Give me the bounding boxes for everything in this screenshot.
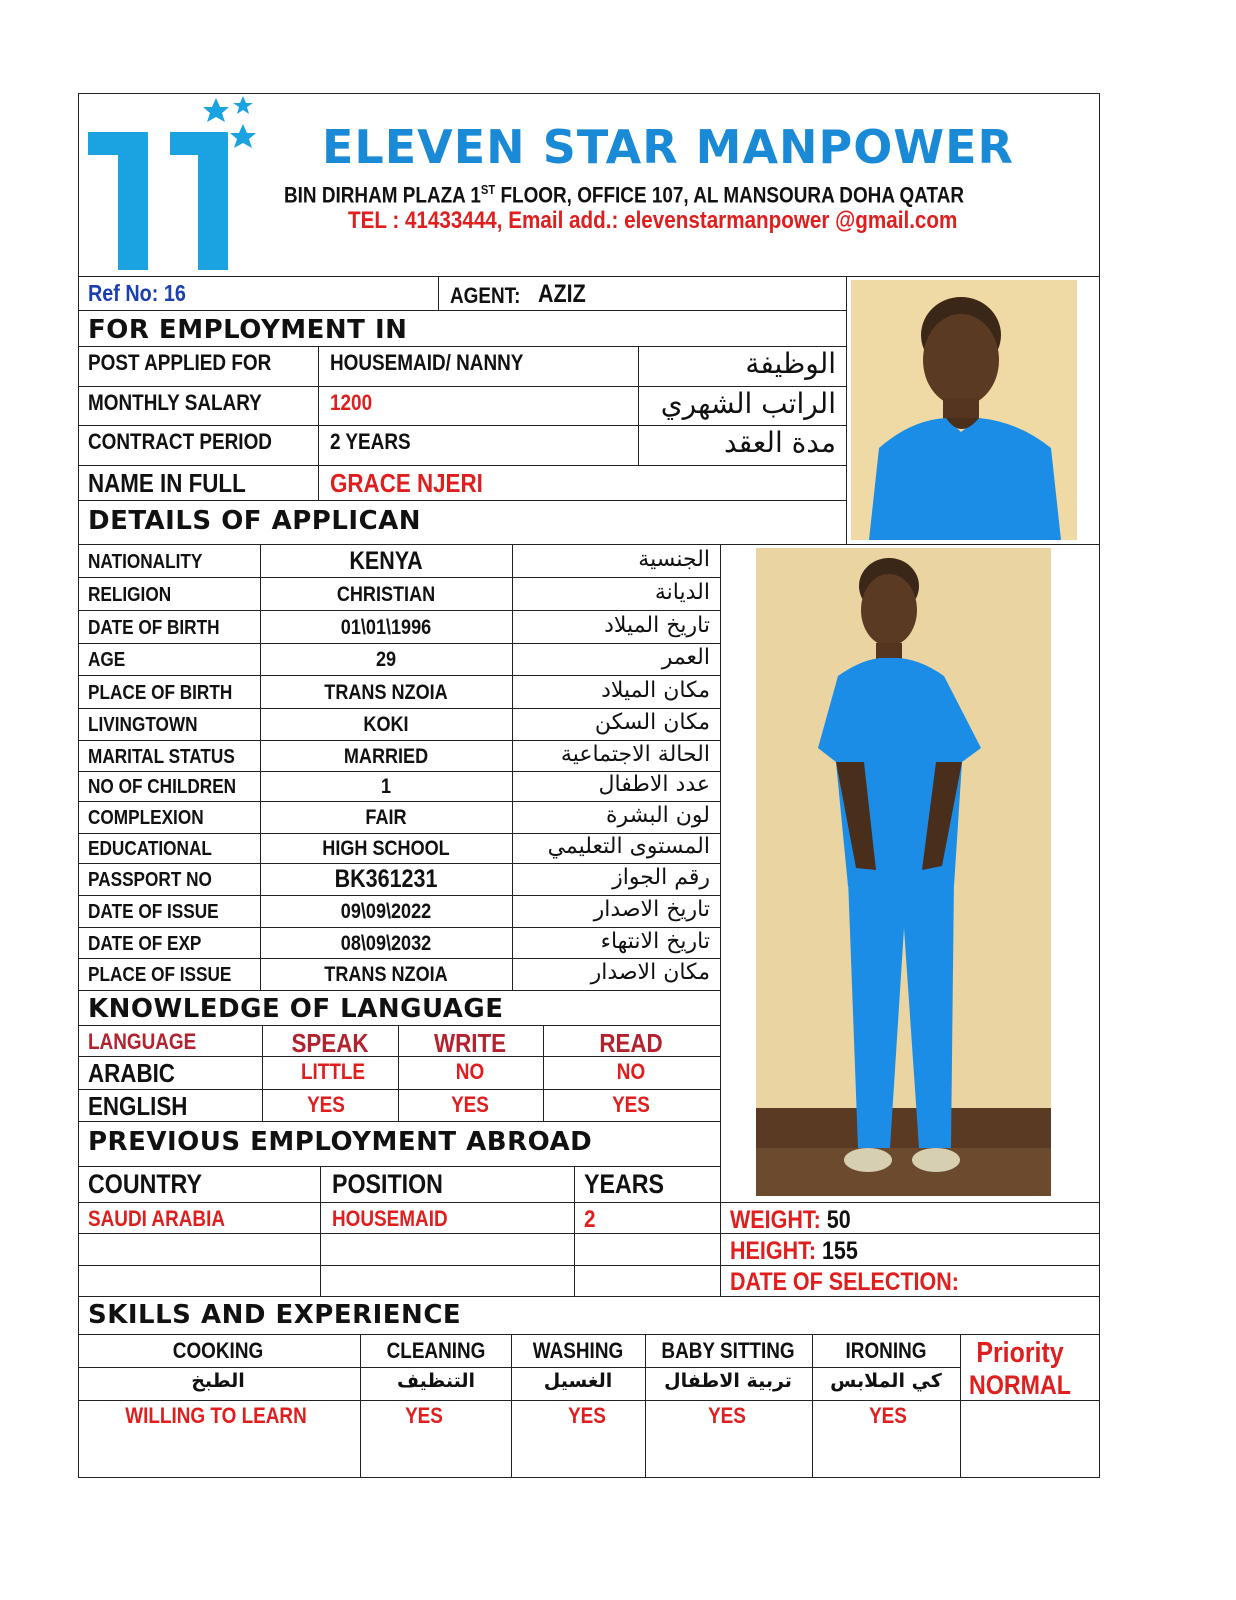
english-speak: YES [307, 1092, 345, 1117]
applicant-full-body-photo [756, 548, 1051, 1196]
read-col-header: READ [599, 1028, 663, 1058]
salary-value: 1200 [330, 390, 373, 415]
post-applied-arabic: الوظيفة [745, 347, 836, 380]
detail-arabic-label: الجنسية [638, 547, 710, 572]
skill-name: CLEANING [386, 1338, 486, 1363]
weight-value: 50 [826, 1206, 851, 1234]
contract-value: 2 YEARS [330, 429, 411, 454]
ref-label: Ref No: [88, 280, 159, 306]
skill-value: YES [869, 1403, 907, 1428]
speak-col-header: SPEAK [291, 1028, 369, 1058]
detail-arabic-label: عدد الاطفال [598, 772, 710, 797]
arabic-write: NO [455, 1059, 485, 1084]
detail-label: DATE OF ISSUE [88, 901, 219, 923]
detail-label: COMPLEXION [88, 807, 204, 829]
agent-label: AGENT: [450, 283, 521, 308]
skill-name: COOKING [172, 1338, 264, 1363]
detail-value: TRANS NZOIA [324, 681, 448, 704]
priority-value: NORMAL [969, 1370, 1071, 1400]
detail-value: CHRISTIAN [336, 583, 436, 606]
skills-heading: SKILLS AND EXPERIENCE [88, 1300, 462, 1330]
skill-value: WILLING TO LEARN [125, 1403, 307, 1428]
detail-label: NATIONALITY [88, 551, 203, 573]
detail-arabic-label: الديانة [654, 580, 710, 605]
years-col-header: YEARS [584, 1169, 665, 1199]
prev-country: SAUDI ARABIA [88, 1206, 225, 1231]
detail-label: DATE OF EXP [88, 933, 202, 955]
address-part-1: BIN DIRHAM PLAZA 1 [284, 182, 481, 208]
prev-position: HOUSEMAID [332, 1206, 448, 1231]
detail-arabic-label: المستوى التعليمي [547, 834, 710, 859]
detail-value: KENYA [349, 547, 423, 575]
address-superscript: ST [480, 182, 496, 197]
detail-arabic-label: الحالة الاجتماعية [560, 742, 710, 767]
detail-value: KOKI [363, 713, 409, 736]
company-name: ELEVEN STAR MANPOWER [322, 120, 1014, 174]
skill-value: YES [405, 1403, 443, 1428]
detail-label: PLACE OF ISSUE [88, 964, 232, 986]
detail-label: NO OF CHILDREN [88, 776, 237, 798]
detail-value: 08\09\2032 [340, 932, 432, 955]
arabic-speak: LITTLE [300, 1059, 366, 1084]
name-in-full-value: GRACE NJERI [330, 468, 483, 498]
detail-value: 29 [375, 648, 397, 671]
company-logo [86, 96, 262, 274]
skill-name: IRONING [845, 1338, 927, 1363]
height-value: 155 [821, 1237, 858, 1265]
detail-label: LIVINGTOWN [88, 714, 198, 736]
english-write: YES [451, 1092, 489, 1117]
detail-arabic-label: مكان الميلاد [601, 678, 710, 703]
name-in-full-label: NAME IN FULL [88, 468, 246, 498]
date-of-selection-label: DATE OF SELECTION: [730, 1268, 959, 1296]
detail-label: AGE [88, 649, 126, 671]
salary-label: MONTHLY SALARY [88, 390, 262, 415]
height-label: HEIGHT: [730, 1237, 816, 1265]
previous-employment-heading: PREVIOUS EMPLOYMENT ABROAD [88, 1127, 593, 1157]
language-col-header: LANGUAGE [88, 1029, 197, 1054]
skill-arabic-name: التنظيف [396, 1370, 476, 1392]
address-part-2: FLOOR, OFFICE 107, AL MANSOURA DOHA QATAR [495, 182, 965, 208]
detail-arabic-label: مكان السكن [594, 710, 710, 735]
contract-arabic: مدة العقد [724, 426, 836, 459]
prev-years: 2 [584, 1206, 596, 1233]
detail-value: TRANS NZOIA [324, 963, 448, 986]
detail-arabic-label: رقم الجواز [612, 865, 710, 890]
post-applied-value: HOUSEMAID/ NANNY [330, 350, 524, 375]
detail-value: FAIR [365, 806, 407, 829]
detail-arabic-label: تاريخ الاصدار [593, 897, 710, 922]
detail-arabic-label: تاريخ الانتهاء [600, 929, 710, 954]
skill-name: WASHING [532, 1338, 624, 1363]
detail-arabic-label: تاريخ الميلاد [604, 613, 710, 638]
country-col-header: COUNTRY [88, 1169, 202, 1199]
language-english-name: ENGLISH [88, 1091, 188, 1121]
detail-label: RELIGION [88, 584, 172, 606]
skill-arabic-name: كي الملابس [830, 1370, 942, 1392]
company-address [284, 183, 964, 206]
detail-arabic-label: لون البشرة [606, 803, 710, 828]
detail-label: EDUCATIONAL [88, 838, 212, 860]
company-contact: TEL : 41433444, Email add.: elevenstarmanpower @gmail.com [348, 207, 958, 234]
detail-value: BK361231 [334, 865, 438, 893]
details-heading: DETAILS OF APPLICAN [88, 506, 422, 536]
language-heading: KNOWLEDGE OF LANGUAGE [88, 994, 504, 1024]
employment-heading: FOR EMPLOYMENT IN [88, 315, 408, 345]
detail-label: PASSPORT NO [88, 869, 212, 891]
skill-name: BABY SITTING [661, 1338, 795, 1363]
skill-arabic-name: الطبخ [191, 1370, 245, 1392]
detail-label: DATE OF BIRTH [88, 617, 220, 639]
detail-value: 1 [380, 775, 392, 798]
salary-arabic: الراتب الشهري [660, 387, 836, 420]
detail-value: MARRIED [343, 745, 429, 768]
position-col-header: POSITION [332, 1169, 443, 1199]
language-arabic-name: ARABIC [88, 1058, 175, 1088]
height-field [730, 1239, 858, 1264]
priority-label: Priority [976, 1337, 1064, 1369]
detail-arabic-label: مكان الاصدار [590, 960, 710, 985]
ref-value: 16 [163, 280, 186, 306]
detail-label: PLACE OF BIRTH [88, 682, 233, 704]
detail-value: HIGH SCHOOL [322, 837, 450, 860]
weight-field [730, 1208, 851, 1233]
weight-label: WEIGHT: [730, 1206, 821, 1234]
arabic-read: NO [616, 1059, 646, 1084]
skill-value: YES [568, 1403, 606, 1428]
applicant-portrait-photo [851, 280, 1077, 540]
post-applied-label: POST APPLIED FOR [88, 350, 272, 375]
detail-label: MARITAL STATUS [88, 746, 235, 768]
detail-value: 09\09\2022 [340, 900, 432, 923]
english-read: YES [612, 1092, 650, 1117]
write-col-header: WRITE [433, 1028, 507, 1058]
detail-arabic-label: العمر [661, 645, 710, 670]
ref-number [88, 282, 186, 305]
skill-arabic-name: تربية الاطفال [664, 1370, 792, 1392]
skill-arabic-name: الغسيل [543, 1370, 613, 1392]
detail-value: 01\01\1996 [340, 616, 432, 639]
skill-value: YES [708, 1403, 746, 1428]
contract-label: CONTRACT PERIOD [88, 429, 272, 454]
agent-value: AZIZ [538, 280, 586, 308]
